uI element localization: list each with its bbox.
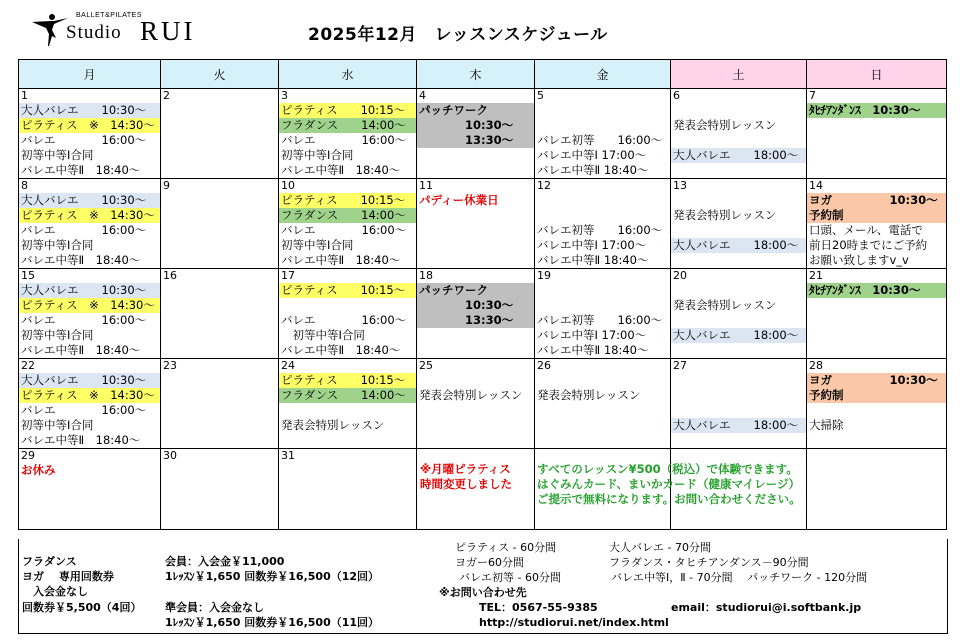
day-cell-fri [535, 89, 671, 179]
lesson-line: バレエ中等Ⅰ 17:00～ [537, 148, 647, 162]
day-cell-sun [807, 449, 947, 530]
lesson-line: 10:30～ [417, 298, 534, 313]
lesson-line: バレエ中等Ⅱ 18:40～ [21, 343, 141, 357]
lesson-line: ピラティス 10:15～ [279, 283, 416, 298]
lesson-line: お休み [21, 463, 56, 477]
lesson-line: バレエ中等Ⅱ 18:40～ [281, 163, 401, 177]
day-number: 31 [281, 449, 295, 462]
day-cell-wed [279, 89, 417, 179]
lesson-line: 大人バレエ 10:30～ [19, 193, 160, 208]
lesson-line: 初等中等Ⅰ合同 [21, 418, 94, 432]
lesson-line: 発表会特別レッスン [419, 388, 523, 402]
duration-yoga: ヨガー60分間 [455, 556, 524, 569]
day-cell-mon [19, 89, 161, 179]
day-cell-mon [19, 179, 161, 269]
lesson-line: 初等中等Ⅰ合同 [281, 328, 365, 342]
contact-email[interactable]: email：studiorui@i.softbank.jp [671, 601, 862, 614]
lesson-line: バレエ中等Ⅱ 18:40～ [537, 343, 649, 357]
lesson-line: フラダンス 14:00～ [279, 388, 416, 403]
lesson-line [671, 223, 806, 238]
day-cell-thu [417, 359, 535, 449]
day-cell-wed [279, 269, 417, 359]
lesson-line: ﾀﾋﾁｱﾝﾀﾞﾝｽ 10:30～ [807, 103, 946, 118]
duration-ballet-beginner: バレエ初等 - 60分間 [459, 571, 561, 584]
day-cell-wed [279, 449, 417, 530]
day-number: 22 [21, 359, 35, 372]
lesson-line [535, 193, 670, 208]
lesson-line: ピラティス 10:15～ [279, 373, 416, 388]
lesson-line: パディー休業日 [419, 193, 499, 207]
lesson-line: 大掃除 [809, 418, 844, 432]
duration-adult-ballet: 大人バレエ - 70分間 [609, 541, 711, 554]
lesson-line: バレエ 16:00～ [21, 403, 147, 417]
day-cell-tue [161, 89, 279, 179]
contact-label: ※お問い合わせ先 [439, 586, 527, 599]
lesson-line [671, 313, 806, 328]
day-cell-sat [671, 179, 807, 269]
day-cell-wed [279, 359, 417, 449]
lesson-line [279, 403, 416, 418]
day-cell-tue [161, 449, 279, 530]
lesson-line: 大人バレエ 18:00～ [671, 328, 806, 343]
lesson-line [671, 193, 806, 208]
lesson-line [535, 208, 670, 223]
lesson-line: バレエ中等Ⅱ 18:40～ [21, 253, 141, 267]
lesson-line: 発表会特別レッスン [673, 118, 777, 132]
lesson-line [671, 133, 806, 148]
lesson-line [807, 403, 946, 418]
contact-tel: TEL：0567-55-9385 [479, 601, 598, 614]
weekday-sun: 日 [807, 60, 947, 89]
day-cell-sun [807, 179, 947, 269]
trial-line: すべてのレッスン¥500（税込）で体験できます。 [537, 462, 798, 476]
day-cell-thu [417, 89, 535, 179]
day-number: 3 [281, 89, 288, 102]
schedule-calendar [18, 59, 947, 530]
weekday-wed: 水 [279, 60, 417, 89]
day-number: 18 [419, 269, 433, 282]
lesson-line: 初等中等Ⅰ合同 [281, 238, 354, 252]
day-number: 27 [673, 359, 687, 372]
day-number: 6 [673, 89, 680, 102]
lesson-line: ピラティス 10:15～ [279, 193, 416, 208]
lesson-line [671, 388, 806, 403]
weekday-fri: 金 [535, 60, 671, 89]
lesson-line: ピラティス ※ 14:30～ [19, 208, 160, 223]
lesson-line: バレエ中等Ⅰ 17:00～ [537, 328, 647, 342]
logo-studio: Studio [66, 22, 122, 43]
lesson-line [535, 298, 670, 313]
day-cell-tue [161, 179, 279, 269]
lesson-line [671, 283, 806, 298]
lesson-line: ヨガ 10:30～ [807, 373, 946, 388]
day-number: 15 [21, 269, 35, 282]
lesson-line: 初等中等Ⅰ合同 [21, 238, 94, 252]
fee-line: ヨガ 専用回数券 [22, 570, 114, 583]
ballerina-logo-icon [30, 8, 70, 48]
day-cell-sun [807, 359, 947, 449]
day-number: 29 [21, 449, 35, 462]
day-number: 5 [537, 89, 544, 102]
lesson-line: ピラティス 10:15～ [279, 103, 416, 118]
lesson-line: バレエ 16:00～ [21, 223, 147, 237]
weekday-thu: 木 [417, 60, 535, 89]
lesson-line: バレエ 16:00～ [281, 133, 407, 147]
weekday-header-row [19, 60, 947, 89]
lesson-line: バレエ初等 16:00～ [537, 133, 663, 147]
lesson-line: 大人バレエ 18:00～ [671, 418, 806, 433]
day-number: 11 [419, 179, 433, 192]
lesson-line: 大人バレエ 10:30～ [19, 103, 160, 118]
day-number: 30 [163, 449, 177, 462]
day-number: 2 [163, 89, 170, 102]
lesson-line: バレエ中等Ⅱ 18:40～ [537, 253, 649, 267]
lesson-line: フラダンス 14:00～ [279, 118, 416, 133]
lesson-line: ﾀﾋﾁｱﾝﾀﾞﾝｽ 10:30～ [807, 283, 946, 298]
lesson-line [671, 373, 806, 388]
associate-price: 1ﾚｯｽﾝ￥1,650 回数券￥16,500（11回） [165, 616, 380, 629]
day-cell-thu [417, 179, 535, 269]
day-cell-wed [279, 179, 417, 269]
lesson-line [671, 103, 806, 118]
day-number: 17 [281, 269, 295, 282]
day-number: 20 [673, 269, 687, 282]
fee-line: 回数券￥5,500（4回） [22, 601, 142, 614]
day-cell-sun [807, 89, 947, 179]
day-number: 8 [21, 179, 28, 192]
member-price: 1ﾚｯｽﾝ￥1,650 回数券￥16,500（12回） [165, 570, 380, 583]
lesson-line: フラダンス 14:00～ [279, 208, 416, 223]
day-cell-tue [161, 359, 279, 449]
member-fee: 会員：入会金￥11,000 [165, 555, 285, 568]
day-number: 4 [419, 89, 426, 102]
logo-rui: RUI [140, 16, 196, 46]
week-row [19, 179, 947, 269]
lesson-line: 大人バレエ 18:00～ [671, 238, 806, 253]
lesson-line: バレエ中等Ⅱ 18:40～ [281, 343, 401, 357]
trial-line: ご提示で無料になります。お問い合わせください。 [537, 492, 801, 506]
logo-subtitle: BALLET&PILATES [76, 12, 143, 19]
day-cell-sat [671, 359, 807, 449]
fee-line: フラダンス [22, 555, 77, 568]
footer-info [18, 539, 948, 634]
day-number: 16 [163, 269, 177, 282]
lesson-line: パッチワーク [417, 103, 534, 118]
day-number: 26 [537, 359, 551, 372]
fee-line: 入会金なし [22, 585, 88, 598]
lesson-line: 大人バレエ 18:00～ [671, 148, 806, 163]
lesson-line: バレエ初等 16:00～ [537, 313, 663, 327]
lesson-line [417, 373, 534, 388]
lesson-line: お願い致しますv_v [809, 253, 909, 267]
lesson-line: 13:30～ [417, 133, 534, 148]
day-number: 21 [809, 269, 823, 282]
day-number: 12 [537, 179, 551, 192]
lesson-line: パッチワーク [417, 283, 534, 298]
day-number: 28 [809, 359, 823, 372]
lesson-line [535, 283, 670, 298]
pilates-notice [420, 462, 512, 492]
lesson-line: バレエ中等Ⅱ 18:40～ [21, 163, 141, 177]
trial-info [537, 462, 801, 507]
day-cell-sat [671, 269, 807, 359]
lesson-line: バレエ 16:00～ [281, 313, 407, 327]
lesson-line: バレエ 16:00～ [21, 313, 147, 327]
lesson-line: ピラティス ※ 14:30～ [19, 118, 160, 133]
day-cell-mon [19, 449, 161, 530]
week-row [19, 89, 947, 179]
day-number: 25 [419, 359, 433, 372]
week-row [19, 269, 947, 359]
day-number: 1 [21, 89, 28, 102]
studio-logo [30, 8, 220, 48]
day-number: 19 [537, 269, 551, 282]
day-cell-sat [671, 89, 807, 179]
duration-hula: フラダンス・タヒチアンダンス－90分間 [609, 556, 809, 569]
lesson-line: 口頭、メール、電話で [809, 223, 923, 237]
lesson-line: 発表会特別レッスン [673, 298, 777, 312]
day-number: 10 [281, 179, 295, 192]
lesson-line [535, 118, 670, 133]
duration-pilates: ピラティス - 60分間 [455, 541, 557, 554]
weekday-mon: 月 [19, 60, 161, 89]
lesson-line: 発表会特別レッスン [537, 388, 641, 402]
week-row [19, 359, 947, 449]
page-title: 2025年12月 レッスンスケジュール [308, 25, 608, 45]
lesson-line: 前日20時までにご予約 [809, 238, 928, 252]
lesson-line: バレエ中等Ⅱ 18:40～ [537, 163, 649, 177]
weekday-tue: 火 [161, 60, 279, 89]
lesson-line: ピラティス ※ 14:30～ [19, 298, 160, 313]
lesson-line: 発表会特別レッスン [673, 208, 777, 222]
lesson-line: 初等中等Ⅰ合同 [21, 148, 94, 162]
day-cell-sun [807, 269, 947, 359]
lesson-line: バレエ 16:00～ [21, 133, 147, 147]
duration-ballet-intermediate: バレエ中等Ⅰ，Ⅱ - 70分間 パッチワーク - 120分間 [611, 571, 868, 584]
day-cell-fri [535, 359, 671, 449]
day-cell-fri [535, 269, 671, 359]
contact-url[interactable]: http://studiorui.net/index.html [479, 616, 669, 629]
day-number: 9 [163, 179, 170, 192]
lesson-line: バレエ中等Ⅱ 18:40～ [21, 433, 141, 447]
day-number: 14 [809, 179, 823, 192]
lesson-line: 初等中等Ⅰ合同 [21, 328, 94, 342]
lesson-line: バレエ中等Ⅰ 17:00～ [537, 238, 647, 252]
day-cell-mon [19, 269, 161, 359]
lesson-line: バレエ 16:00～ [281, 223, 407, 237]
lesson-line: 10:30～ [417, 118, 534, 133]
lesson-line: 初等中等Ⅰ合同 [281, 148, 354, 162]
lesson-line: 13:30～ [417, 313, 534, 328]
lesson-line: 大人バレエ 10:30～ [19, 283, 160, 298]
trial-line: はぐみんカード、まいかカード（健康マイレージ） [537, 477, 801, 491]
lesson-line [671, 403, 806, 418]
lesson-line: ヨガ 10:30～ [807, 193, 946, 208]
lesson-line [535, 373, 670, 388]
lesson-line: 予約制 [807, 208, 946, 223]
lesson-line: 大人バレエ 10:30～ [19, 373, 160, 388]
day-cell-mon [19, 359, 161, 449]
day-number: 13 [673, 179, 687, 192]
day-cell-thu [417, 269, 535, 359]
lesson-line [279, 298, 416, 313]
day-number: 23 [163, 359, 177, 372]
lesson-line [535, 103, 670, 118]
day-cell-fri [535, 179, 671, 269]
notice-line: ※月曜ピラティス [420, 462, 511, 476]
lesson-line: ピラティス ※ 14:30～ [19, 388, 160, 403]
day-number: 7 [809, 89, 816, 102]
lesson-line: バレエ初等 16:00～ [537, 223, 663, 237]
associate-fee: 準会員：入会金なし [165, 601, 264, 614]
lesson-line: 発表会特別レッスン [281, 418, 385, 432]
weekday-sat: 土 [671, 60, 807, 89]
lesson-line: バレエ中等Ⅱ 18:40～ [281, 253, 401, 267]
day-cell-tue [161, 269, 279, 359]
notice-line: 時間変更しました [420, 477, 512, 491]
lesson-line: 予約制 [807, 388, 946, 403]
day-number: 24 [281, 359, 295, 372]
